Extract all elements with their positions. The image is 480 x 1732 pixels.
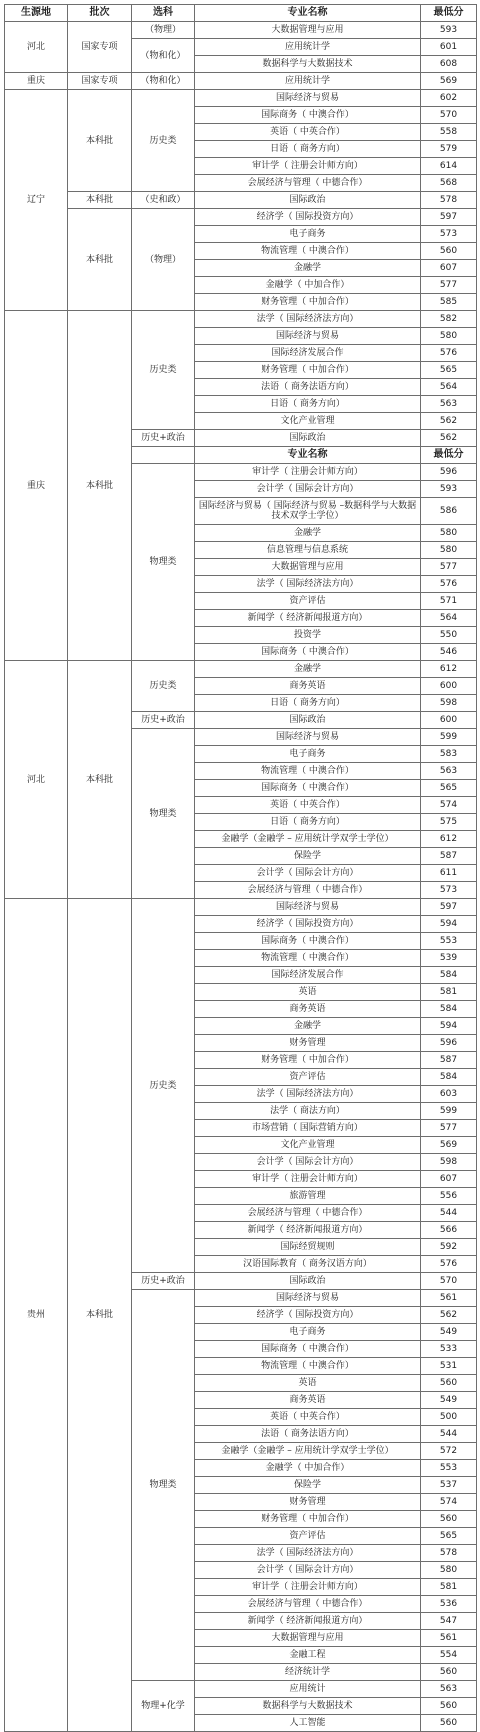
- min-score-cell: 596: [421, 464, 477, 481]
- min-score-cell: 561: [421, 1290, 477, 1307]
- min-score-cell: 539: [421, 950, 477, 967]
- major-name-cell: 新闻学（ 经济新闻报道方向）: [195, 1222, 421, 1239]
- min-score-cell: 603: [421, 1086, 477, 1103]
- major-name-cell: 国际经济发展合作: [195, 345, 421, 362]
- major-name-cell: 国际商务（ 中澳合作）: [195, 107, 421, 124]
- min-score-cell: 580: [421, 1562, 477, 1579]
- subject-cell: （物和化）: [132, 73, 195, 90]
- min-score-cell: 607: [421, 1171, 477, 1188]
- header-min-score: 最低分: [421, 5, 477, 22]
- major-name-cell: 商务英语: [195, 678, 421, 695]
- batch-cell: 本科批: [68, 899, 132, 1732]
- min-score-cell: 600: [421, 712, 477, 729]
- min-score-cell: 547: [421, 1613, 477, 1630]
- major-name-cell: 旅游管理: [195, 1188, 421, 1205]
- min-score-cell: 585: [421, 294, 477, 311]
- min-score-cell: 608: [421, 56, 477, 73]
- table-row: [5, 209, 477, 226]
- min-score-cell: 565: [421, 1528, 477, 1545]
- major-name-cell: 会计学（ 国际会计方向）: [195, 481, 421, 498]
- major-name-cell: 人工智能: [195, 1715, 421, 1732]
- min-score-cell: 560: [421, 1511, 477, 1528]
- major-name-cell: 会展经济与管理（ 中德合作）: [195, 175, 421, 192]
- major-name-cell: 日语（ 商务方向）: [195, 396, 421, 413]
- min-score-cell: 562: [421, 430, 477, 447]
- min-score-cell: 561: [421, 1630, 477, 1647]
- major-name-cell: 电子商务: [195, 746, 421, 763]
- min-score-cell: 577: [421, 559, 477, 576]
- major-name-cell: 电子商务: [195, 1324, 421, 1341]
- min-score-cell: 550: [421, 627, 477, 644]
- min-score-cell: 565: [421, 780, 477, 797]
- major-name-cell: 日语（ 商务方向）: [195, 141, 421, 158]
- major-name-cell: 审计学（ 注册会计师方向）: [195, 464, 421, 481]
- batch-cell: 本科批: [68, 192, 132, 209]
- min-score-cell: 574: [421, 797, 477, 814]
- major-name-cell: 金融学（ 中加合作）: [195, 1460, 421, 1477]
- major-name-cell: 英语: [195, 1375, 421, 1392]
- min-score-cell: 614: [421, 158, 477, 175]
- major-name-cell: 法学（ 国际经济法方向）: [195, 1086, 421, 1103]
- min-score-cell: 611: [421, 865, 477, 882]
- subject-cell: 物理类: [132, 464, 195, 661]
- min-score-cell: 598: [421, 695, 477, 712]
- min-score-cell: 584: [421, 967, 477, 984]
- major-name-cell: 新闻学（ 经济新闻报道方向）: [195, 610, 421, 627]
- min-score-cell: 556: [421, 1188, 477, 1205]
- min-score-cell: 581: [421, 1579, 477, 1596]
- major-name-cell: 商务英语: [195, 1001, 421, 1018]
- subject-cell: 物理类: [132, 729, 195, 899]
- header-min-score: 最低分: [421, 447, 477, 464]
- min-score-cell: 560: [421, 1715, 477, 1732]
- major-name-cell: 国际经济与贸易: [195, 90, 421, 107]
- province-cell: 贵州: [5, 899, 68, 1732]
- min-score-cell: 565: [421, 362, 477, 379]
- min-score-cell: 560: [421, 1664, 477, 1681]
- min-score-cell: 553: [421, 933, 477, 950]
- min-score-cell: 602: [421, 90, 477, 107]
- major-name-cell: 投资学: [195, 627, 421, 644]
- min-score-cell: 570: [421, 107, 477, 124]
- min-score-cell: 574: [421, 1494, 477, 1511]
- table-row: [5, 899, 477, 916]
- major-name-cell: 资产评估: [195, 1528, 421, 1545]
- major-name-cell: 物流管理（ 中澳合作）: [195, 950, 421, 967]
- min-score-cell: 601: [421, 39, 477, 56]
- min-score-cell: 573: [421, 882, 477, 899]
- min-score-cell: 563: [421, 396, 477, 413]
- min-score-cell: 566: [421, 1222, 477, 1239]
- major-name-cell: 数据科学与大数据技术: [195, 56, 421, 73]
- major-name-cell: 金融工程: [195, 1647, 421, 1664]
- min-score-cell: 580: [421, 542, 477, 559]
- min-score-cell: 576: [421, 576, 477, 593]
- major-name-cell: 国际经济与贸易（ 国际经济与贸易 –数据科学与大数据技术双学士学位）: [195, 498, 421, 525]
- subject-cell: 历史+政治: [132, 712, 195, 729]
- table-row: [5, 192, 477, 209]
- min-score-cell: 599: [421, 729, 477, 746]
- batch-cell: 本科批: [68, 209, 132, 311]
- min-score-cell: 560: [421, 1375, 477, 1392]
- province-cell: 河北: [5, 22, 68, 73]
- min-score-cell: 560: [421, 1698, 477, 1715]
- min-score-cell: 598: [421, 1154, 477, 1171]
- major-name-cell: 财务管理（ 中加合作）: [195, 1052, 421, 1069]
- major-name-cell: 法学（ 国际经济法方向）: [195, 311, 421, 328]
- major-name-cell: 英语（ 中英合作）: [195, 797, 421, 814]
- min-score-cell: 576: [421, 1256, 477, 1273]
- subject-cell: 历史类: [132, 90, 195, 192]
- min-score-cell: 592: [421, 1239, 477, 1256]
- table-row: [5, 73, 477, 90]
- major-name-cell: 应用统计学: [195, 73, 421, 90]
- min-score-cell: 594: [421, 916, 477, 933]
- major-name-cell: 财务管理: [195, 1035, 421, 1052]
- major-name-cell: 物流管理（ 中澳合作）: [195, 243, 421, 260]
- min-score-cell: 546: [421, 644, 477, 661]
- table-row: [5, 661, 477, 678]
- major-name-cell: 财务管理（ 中加合作）: [195, 362, 421, 379]
- batch-cell: 本科批: [68, 311, 132, 661]
- min-score-cell: 544: [421, 1426, 477, 1443]
- min-score-cell: 562: [421, 1307, 477, 1324]
- major-name-cell: 财务管理（ 中加合作）: [195, 294, 421, 311]
- major-name-cell: 会计学（ 国际会计方向）: [195, 865, 421, 882]
- min-score-cell: 570: [421, 1273, 477, 1290]
- min-score-cell: 612: [421, 661, 477, 678]
- province-cell: 河北: [5, 661, 68, 899]
- major-name-cell: 会展经济与管理（ 中德合作）: [195, 882, 421, 899]
- major-name-cell: 国际经济与贸易: [195, 899, 421, 916]
- admission-score-table: [4, 4, 477, 1732]
- table-body: [5, 5, 477, 1732]
- major-name-cell: 国际经贸规则: [195, 1239, 421, 1256]
- header-row: [5, 5, 477, 22]
- province-cell: 重庆: [5, 311, 68, 661]
- table-row: [5, 311, 477, 328]
- major-name-cell: 市场营销（ 国际营销方向）: [195, 1120, 421, 1137]
- subject-cell: 历史+政治: [132, 430, 195, 447]
- header-batch: 批次: [68, 5, 132, 22]
- subject-cell: （物理）: [132, 209, 195, 311]
- min-score-cell: 597: [421, 209, 477, 226]
- min-score-cell: 593: [421, 481, 477, 498]
- major-name-cell: 会计学（ 国际会计方向）: [195, 1562, 421, 1579]
- min-score-cell: 596: [421, 1035, 477, 1052]
- min-score-cell: 593: [421, 22, 477, 39]
- min-score-cell: 576: [421, 345, 477, 362]
- major-name-cell: 金融学: [195, 260, 421, 277]
- min-score-cell: 573: [421, 226, 477, 243]
- min-score-cell: 586: [421, 498, 477, 525]
- major-name-cell: 汉语国际教育（ 商务汉语方向）: [195, 1256, 421, 1273]
- min-score-cell: 572: [421, 1443, 477, 1460]
- major-name-cell: 法语（ 商务法语方向）: [195, 1426, 421, 1443]
- min-score-cell: 500: [421, 1409, 477, 1426]
- major-name-cell: 国际经济与贸易: [195, 729, 421, 746]
- table-row: [5, 22, 477, 39]
- subject-cell: （物理）: [132, 22, 195, 39]
- min-score-cell: 599: [421, 1103, 477, 1120]
- min-score-cell: 536: [421, 1596, 477, 1613]
- major-name-cell: 国际商务（ 中澳合作）: [195, 780, 421, 797]
- major-name-cell: 财务管理: [195, 1494, 421, 1511]
- major-name-cell: 金融学（ 中加合作）: [195, 277, 421, 294]
- major-name-cell: 文化产业管理: [195, 413, 421, 430]
- major-name-cell: 经济统计学: [195, 1664, 421, 1681]
- min-score-cell: 554: [421, 1647, 477, 1664]
- major-name-cell: 物流管理（ 中澳合作）: [195, 763, 421, 780]
- province-cell: 重庆: [5, 73, 68, 90]
- major-name-cell: 国际政治: [195, 192, 421, 209]
- min-score-cell: 568: [421, 175, 477, 192]
- header-major: 专业名称: [195, 447, 421, 464]
- major-name-cell: 国际商务（ 中澳合作）: [195, 644, 421, 661]
- major-name-cell: 保险学: [195, 848, 421, 865]
- major-name-cell: 经济学（ 国际投资方向）: [195, 209, 421, 226]
- min-score-cell: 579: [421, 141, 477, 158]
- major-name-cell: 金融学: [195, 525, 421, 542]
- major-name-cell: 法学（ 国际经济法方向）: [195, 1545, 421, 1562]
- min-score-cell: 571: [421, 593, 477, 610]
- min-score-cell: 533: [421, 1341, 477, 1358]
- header-subject: 选科: [132, 5, 195, 22]
- major-name-cell: 资产评估: [195, 593, 421, 610]
- min-score-cell: 549: [421, 1392, 477, 1409]
- major-name-cell: 应用统计学: [195, 39, 421, 56]
- major-name-cell: 国际政治: [195, 1273, 421, 1290]
- major-name-cell: 大数据管理与应用: [195, 1630, 421, 1647]
- subject-cell: 物理类: [132, 1290, 195, 1681]
- subject-cell: 历史类: [132, 899, 195, 1273]
- major-name-cell: 国际经济与贸易: [195, 328, 421, 345]
- min-score-cell: 612: [421, 831, 477, 848]
- major-name-cell: 日语（ 商务方向）: [195, 814, 421, 831]
- major-name-cell: 审计学（ 注册会计师方向）: [195, 158, 421, 175]
- min-score-cell: 578: [421, 192, 477, 209]
- min-score-cell: 577: [421, 277, 477, 294]
- major-name-cell: 经济学（ 国际投资方向）: [195, 916, 421, 933]
- min-score-cell: 584: [421, 1069, 477, 1086]
- min-score-cell: 549: [421, 1324, 477, 1341]
- min-score-cell: 577: [421, 1120, 477, 1137]
- major-name-cell: 新闻学（ 经济新闻报道方向）: [195, 1613, 421, 1630]
- min-score-cell: 562: [421, 413, 477, 430]
- subject-cell: 历史类: [132, 661, 195, 712]
- major-name-cell: 应用统计: [195, 1681, 421, 1698]
- min-score-cell: 582: [421, 311, 477, 328]
- min-score-cell: 563: [421, 1681, 477, 1698]
- major-name-cell: 经济学（ 国际投资方向）: [195, 1307, 421, 1324]
- major-name-cell: 会展经济与管理（ 中德合作）: [195, 1596, 421, 1613]
- major-name-cell: 金融学: [195, 1018, 421, 1035]
- min-score-cell: 578: [421, 1545, 477, 1562]
- min-score-cell: 600: [421, 678, 477, 695]
- header-major: 专业名称: [195, 5, 421, 22]
- min-score-cell: 580: [421, 525, 477, 542]
- min-score-cell: 553: [421, 1460, 477, 1477]
- major-name-cell: 国际商务（ 中澳合作）: [195, 933, 421, 950]
- min-score-cell: 594: [421, 1018, 477, 1035]
- min-score-cell: 544: [421, 1205, 477, 1222]
- major-name-cell: 商务英语: [195, 1392, 421, 1409]
- major-name-cell: 英语（ 中英合作）: [195, 124, 421, 141]
- major-name-cell: 国际商务（ 中澳合作）: [195, 1341, 421, 1358]
- major-name-cell: 英语: [195, 984, 421, 1001]
- min-score-cell: 575: [421, 814, 477, 831]
- major-name-cell: 法学（ 国际经济法方向）: [195, 576, 421, 593]
- min-score-cell: 597: [421, 899, 477, 916]
- subject-cell: 物理+化学: [132, 1681, 195, 1732]
- major-name-cell: 国际政治: [195, 712, 421, 729]
- major-name-cell: 国际经济发展合作: [195, 967, 421, 984]
- min-score-cell: 558: [421, 124, 477, 141]
- major-name-cell: 法语（ 商务法语方向）: [195, 379, 421, 396]
- batch-cell: 国家专项: [68, 73, 132, 90]
- major-name-cell: 审计学（ 注册会计师方向）: [195, 1171, 421, 1188]
- major-name-cell: 信息管理与信息系统: [195, 542, 421, 559]
- min-score-cell: 569: [421, 1137, 477, 1154]
- min-score-cell: 537: [421, 1477, 477, 1494]
- min-score-cell: 563: [421, 763, 477, 780]
- min-score-cell: 584: [421, 1001, 477, 1018]
- major-name-cell: 法学（ 商法方向）: [195, 1103, 421, 1120]
- major-name-cell: 金融学（金融学 – 应用统计学双学士学位）: [195, 831, 421, 848]
- subject-cell: [132, 447, 195, 464]
- subject-cell: （物和化）: [132, 39, 195, 73]
- min-score-cell: 583: [421, 746, 477, 763]
- header-province: 生源地: [5, 5, 68, 22]
- min-score-cell: 569: [421, 73, 477, 90]
- major-name-cell: 国际政治: [195, 430, 421, 447]
- major-name-cell: 审计学（ 注册会计师方向）: [195, 1579, 421, 1596]
- major-name-cell: 保险学: [195, 1477, 421, 1494]
- major-name-cell: 资产评估: [195, 1069, 421, 1086]
- batch-cell: 本科批: [68, 90, 132, 192]
- major-name-cell: 大数据管理与应用: [195, 22, 421, 39]
- major-name-cell: 财务管理（ 中加合作）: [195, 1511, 421, 1528]
- table-row: [5, 90, 477, 107]
- subject-cell: （史和政）: [132, 192, 195, 209]
- min-score-cell: 587: [421, 1052, 477, 1069]
- major-name-cell: 电子商务: [195, 226, 421, 243]
- batch-cell: 本科批: [68, 661, 132, 899]
- min-score-cell: 587: [421, 848, 477, 865]
- major-name-cell: 金融学（金融学 – 应用统计学双学士学位）: [195, 1443, 421, 1460]
- min-score-cell: 580: [421, 328, 477, 345]
- major-name-cell: 文化产业管理: [195, 1137, 421, 1154]
- subject-cell: 历史+政治: [132, 1273, 195, 1290]
- major-name-cell: 国际经济与贸易: [195, 1290, 421, 1307]
- min-score-cell: 560: [421, 243, 477, 260]
- min-score-cell: 564: [421, 379, 477, 396]
- min-score-cell: 564: [421, 610, 477, 627]
- min-score-cell: 531: [421, 1358, 477, 1375]
- major-name-cell: 金融学: [195, 661, 421, 678]
- province-cell: 辽宁: [5, 90, 68, 311]
- major-name-cell: 英语（ 中英合作）: [195, 1409, 421, 1426]
- batch-cell: 国家专项: [68, 22, 132, 73]
- major-name-cell: 会展经济与管理（ 中德合作）: [195, 1205, 421, 1222]
- min-score-cell: 607: [421, 260, 477, 277]
- major-name-cell: 数据科学与大数据技术: [195, 1698, 421, 1715]
- major-name-cell: 日语（ 商务方向）: [195, 695, 421, 712]
- major-name-cell: 物流管理（ 中澳合作）: [195, 1358, 421, 1375]
- min-score-cell: 581: [421, 984, 477, 1001]
- major-name-cell: 会计学（ 国际会计方向）: [195, 1154, 421, 1171]
- major-name-cell: 大数据管理与应用: [195, 559, 421, 576]
- subject-cell: 历史类: [132, 311, 195, 430]
